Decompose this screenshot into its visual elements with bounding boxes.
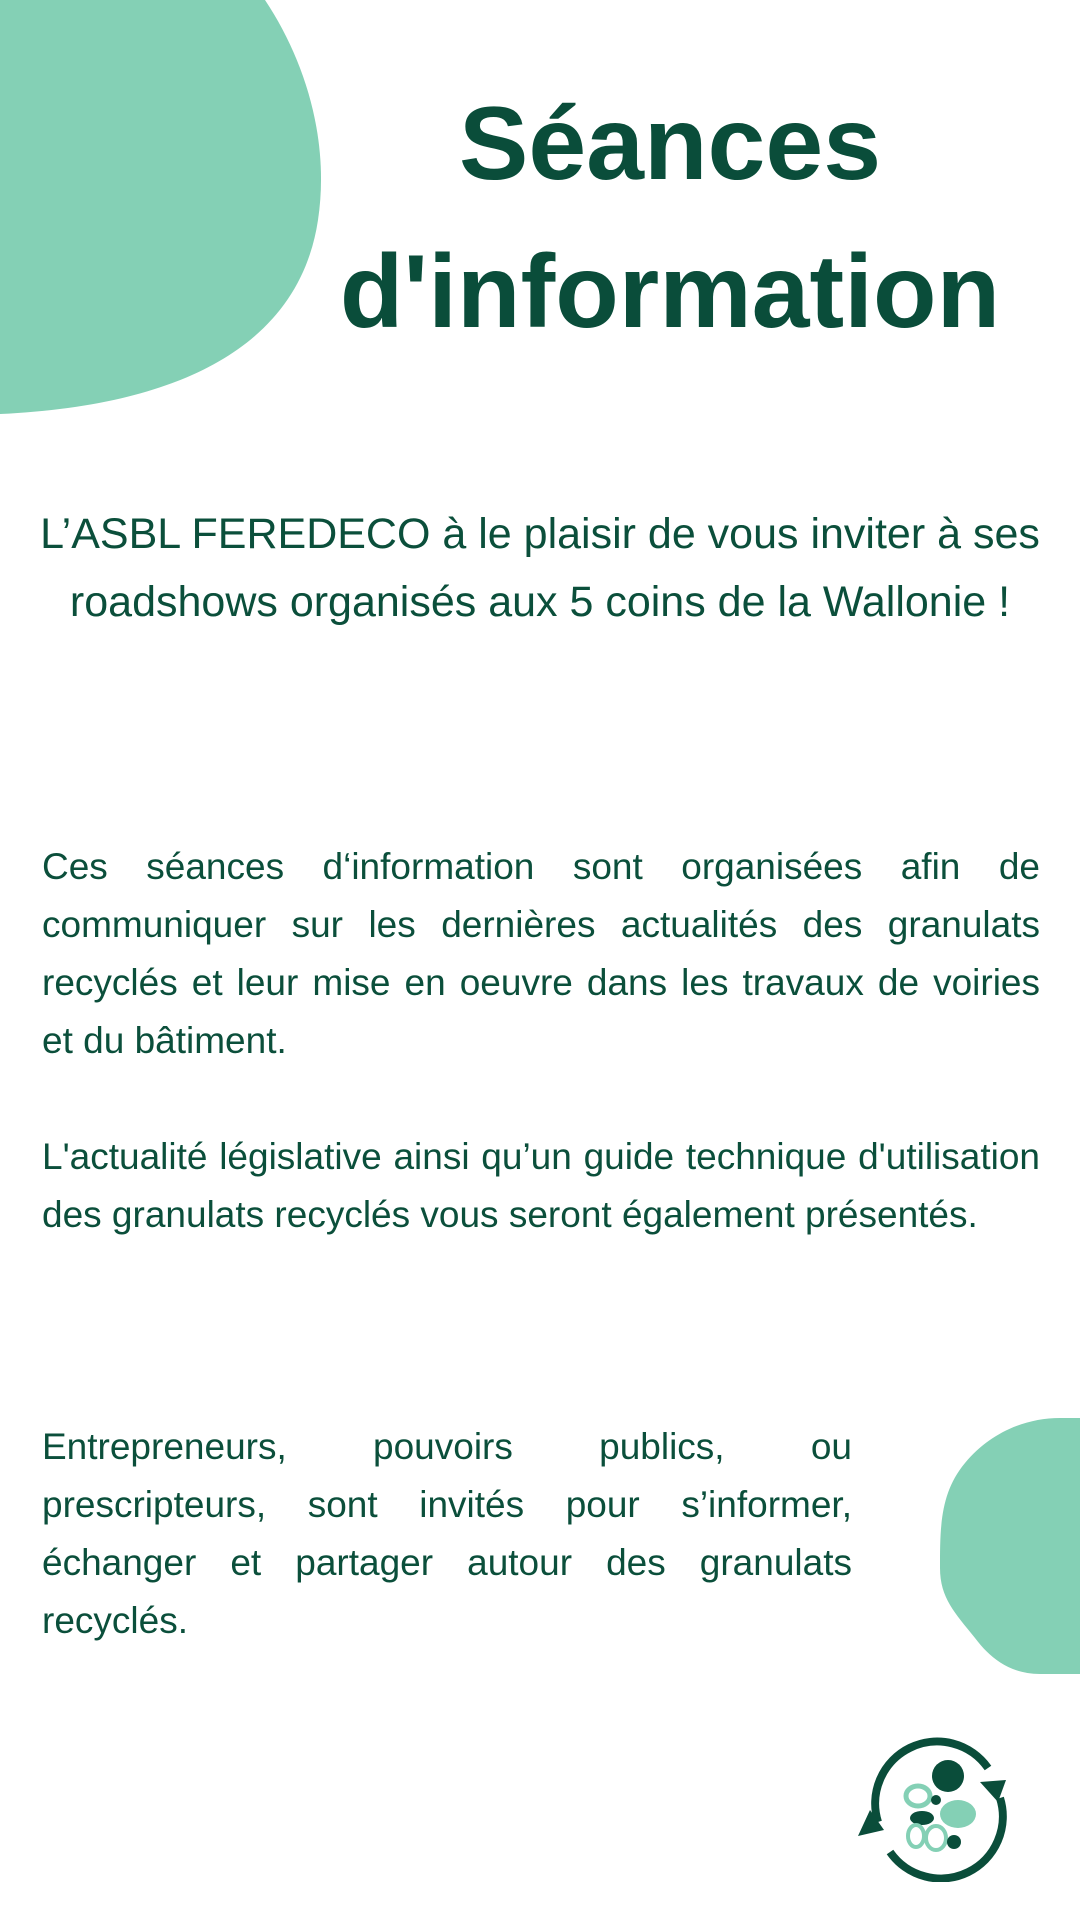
title-line-2: d'information xyxy=(339,234,1001,350)
decorative-blob-right xyxy=(940,1418,1080,1674)
title-line-1: Séances xyxy=(458,86,882,202)
paragraph-sessions: Ces séances d‘information sont organisées afin de communiquer sur les dernières actualités des granulats recyclés et leur mise en oeuvre dans les travaux de voiries et du bâtiment. xyxy=(42,846,1040,1061)
decorative-blob-top-left xyxy=(0,0,330,420)
paragraph-audience: Entrepreneurs, pouvoirs publics, ou prescripteurs, sont invités pour s’informer, échanger et partager autour des granulats recyclés. xyxy=(42,1426,852,1641)
intro-text: L’ASBL FEREDECO à le plaisir de vous inviter à ses roadshows organisés aux 5 coins de la Wallonie ! xyxy=(40,510,1040,626)
page-title xyxy=(300,70,1040,366)
paragraph-legislation: L'actualité législative ainsi qu’un guide technique d'utilisation des granulats recyclés vous seront également présentés. xyxy=(42,1136,1040,1235)
recycling-granulates-logo-icon xyxy=(856,1734,1022,1882)
